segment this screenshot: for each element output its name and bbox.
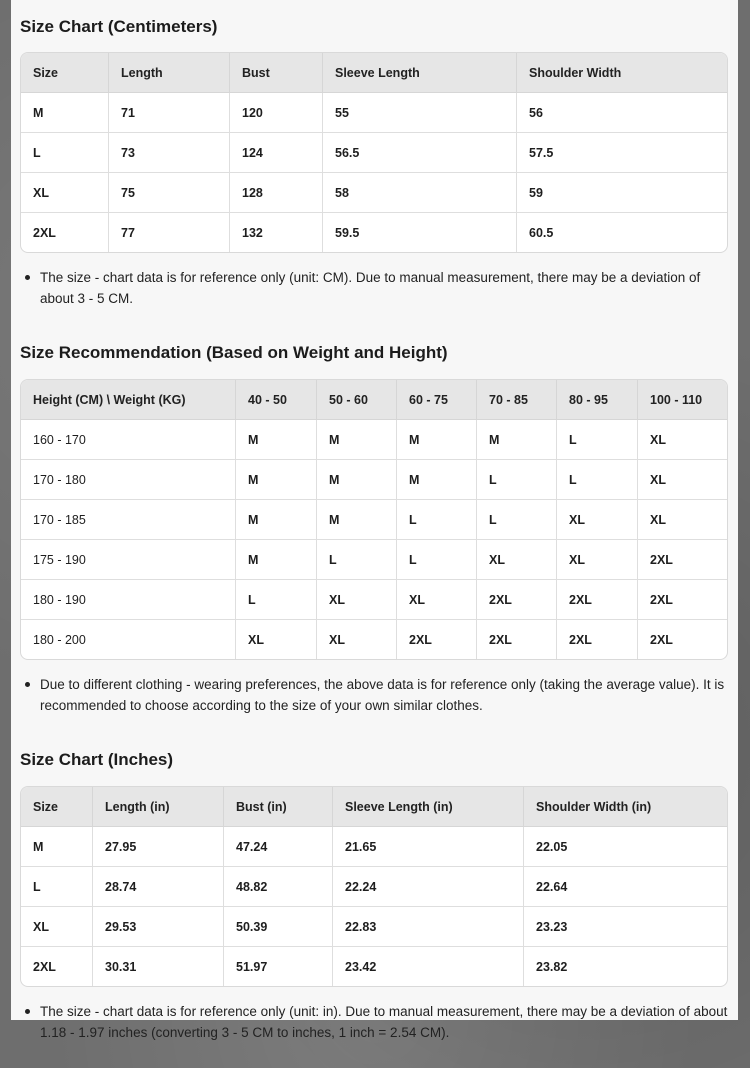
table-cell: L [557, 420, 638, 460]
inch-note-list [20, 987, 728, 1043]
table-cell: M [397, 460, 477, 500]
height-range-cell: 170 - 180 [21, 460, 236, 500]
table-cell: XL [21, 173, 109, 213]
table-cell: L [557, 460, 638, 500]
column-header: 60 - 75 [397, 380, 477, 420]
table-cell: 28.74 [93, 867, 224, 907]
table-cell: XL [557, 500, 638, 540]
table-cell: 51.97 [224, 947, 333, 986]
table-cell: 23.42 [333, 947, 524, 986]
table-cell: XL [477, 540, 557, 580]
height-range-cell: 180 - 190 [21, 580, 236, 620]
table-cell: M [317, 420, 397, 460]
table-cell: L [477, 500, 557, 540]
table-row [21, 133, 727, 173]
table-row [21, 867, 727, 907]
table-cell: L [477, 460, 557, 500]
recommendation-section [20, 327, 728, 716]
inch-chart-title: Size Chart (Inches) [20, 750, 174, 769]
table-row [21, 580, 727, 620]
table-cell: 2XL [21, 213, 109, 252]
table-cell: M [236, 500, 317, 540]
column-header: 40 - 50 [236, 380, 317, 420]
table-cell: 59.5 [323, 213, 517, 252]
table-cell: 47.24 [224, 827, 333, 867]
table-row [21, 500, 727, 540]
column-header: Sleeve Length [323, 53, 517, 93]
recommendation-title: Size Recommendation (Based on Weight and Height) [20, 343, 448, 362]
table-cell: XL [236, 620, 317, 659]
table-cell: 2XL [638, 580, 727, 620]
table-row [21, 540, 727, 580]
table-cell: XL [317, 620, 397, 659]
table-cell: M [236, 540, 317, 580]
column-header: Size [21, 787, 93, 827]
table-cell: 124 [230, 133, 323, 173]
table-row [21, 420, 727, 460]
table-cell: L [21, 867, 93, 907]
table-cell: XL [638, 460, 727, 500]
column-header: 50 - 60 [317, 380, 397, 420]
table-cell: 58 [323, 173, 517, 213]
table-cell: 2XL [397, 620, 477, 659]
cm-note: The size - chart data is for reference only (unit: CM). Due to manual measurement, there may be a deviation of about 3 - 5 CM. [20, 267, 728, 309]
table-cell: XL [638, 420, 727, 460]
column-header: Bust (in) [224, 787, 333, 827]
column-header: Shoulder Width [517, 53, 727, 93]
table-row [21, 93, 727, 133]
table-cell: XL [557, 540, 638, 580]
column-header: Bust [230, 53, 323, 93]
table-cell: 56 [517, 93, 727, 133]
cm-size-table [20, 52, 728, 253]
column-header: 70 - 85 [477, 380, 557, 420]
table-row [21, 460, 727, 500]
column-header: Height (CM) \ Weight (KG) [21, 380, 236, 420]
recommendation-note-list [20, 660, 728, 716]
table-cell: L [236, 580, 317, 620]
inch-note: The size - chart data is for reference only (unit: in). Due to manual measurement, there may be a deviation of about 1.18 - 1.97 inches (converting 3 - 5 CM to inches, 1 inch = 2.54 CM). [20, 1001, 728, 1043]
table-row [21, 907, 727, 947]
table-cell: M [477, 420, 557, 460]
table-cell: L [21, 133, 109, 173]
cm-note-list [20, 253, 728, 309]
column-header: Size [21, 53, 109, 93]
table-cell: XL [397, 580, 477, 620]
table-cell: M [397, 420, 477, 460]
table-cell: 2XL [638, 540, 727, 580]
table-cell: 77 [109, 213, 230, 252]
table-cell: 50.39 [224, 907, 333, 947]
inch-size-table [20, 786, 728, 987]
table-cell: 22.83 [333, 907, 524, 947]
height-range-cell: 180 - 200 [21, 620, 236, 659]
table-cell: 128 [230, 173, 323, 213]
table-cell: 57.5 [517, 133, 727, 173]
column-header: Length (in) [93, 787, 224, 827]
table-cell: 59 [517, 173, 727, 213]
table-cell: 56.5 [323, 133, 517, 173]
table-cell: M [21, 93, 109, 133]
table-row [21, 827, 727, 867]
table-header-row [21, 53, 727, 93]
table-cell: M [317, 500, 397, 540]
table-cell: 22.05 [524, 827, 727, 867]
table-cell: M [236, 460, 317, 500]
table-cell: 120 [230, 93, 323, 133]
recommendation-note: Due to different clothing - wearing preferences, the above data is for reference only (taking the average value). It is recommended to choose according to the size of your own similar clothes. [20, 674, 728, 716]
column-header: 100 - 110 [638, 380, 727, 420]
table-cell: 2XL [477, 580, 557, 620]
table-cell: L [397, 540, 477, 580]
table-cell: L [397, 500, 477, 540]
table-cell: XL [317, 580, 397, 620]
table-row [21, 213, 727, 252]
table-cell: 60.5 [529, 225, 554, 240]
table-row [21, 947, 727, 986]
table-cell: 23.23 [524, 907, 727, 947]
height-range-cell: 175 - 190 [21, 540, 236, 580]
table-row [21, 173, 727, 213]
table-cell: 21.65 [333, 827, 524, 867]
column-header: 80 - 95 [557, 380, 638, 420]
inch-size-section [20, 734, 728, 1043]
height-range-cell: 170 - 185 [21, 500, 236, 540]
table-cell: 2XL [21, 947, 93, 986]
table-cell: 71 [109, 93, 230, 133]
table-cell: 73 [109, 133, 230, 173]
size-info-sheet [11, 0, 738, 1040]
column-header: Shoulder Width (in) [524, 787, 727, 827]
column-header: Sleeve Length (in) [333, 787, 524, 827]
table-cell: 55 [323, 93, 517, 133]
table-cell: 30.31 [93, 947, 224, 986]
table-cell: M [317, 460, 397, 500]
recommendation-table [20, 379, 728, 660]
table-header-row [21, 380, 727, 420]
cm-chart-title: Size Chart (Centimeters) [20, 17, 218, 36]
table-row [21, 620, 727, 659]
table-cell: 27.95 [93, 827, 224, 867]
table-cell: M [236, 420, 317, 460]
table-cell: XL [638, 500, 727, 540]
cm-size-section [20, 0, 728, 309]
table-cell: 132 [230, 213, 323, 252]
height-range-cell: 160 - 170 [21, 420, 236, 460]
table-cell: 48.82 [224, 867, 333, 907]
table-cell: 23.82 [536, 959, 568, 974]
table-cell: 22.64 [524, 867, 727, 907]
table-cell: 29.53 [93, 907, 224, 947]
column-header: Length [109, 53, 230, 93]
table-cell: 2XL [650, 632, 673, 647]
table-cell: 75 [109, 173, 230, 213]
table-cell: 2XL [557, 620, 638, 659]
table-cell: 2XL [477, 620, 557, 659]
table-cell: M [21, 827, 93, 867]
table-cell: L [317, 540, 397, 580]
table-header-row [21, 787, 727, 827]
table-cell: 2XL [557, 580, 638, 620]
table-cell: XL [21, 907, 93, 947]
table-cell: 22.24 [333, 867, 524, 907]
